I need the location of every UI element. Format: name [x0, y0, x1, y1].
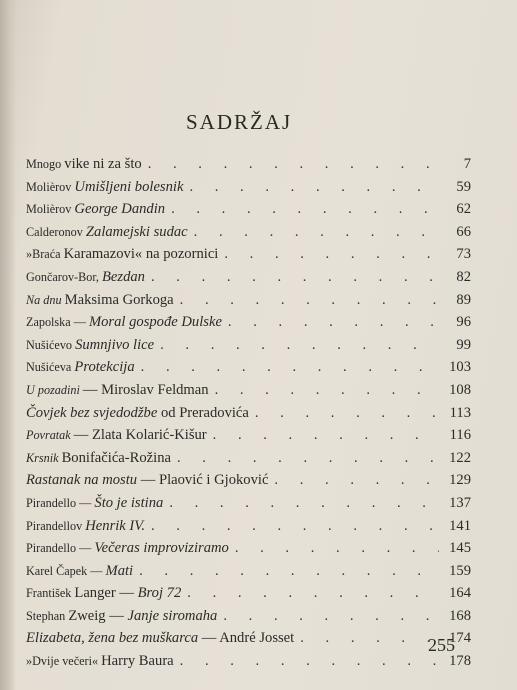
- toc-entry-text: Bonifačića-Rožina: [61, 449, 171, 466]
- toc-entry-text: Čovjek bez svjedodžbe: [26, 404, 161, 421]
- toc-entry-text: Janje siromaha: [127, 607, 218, 624]
- toc-entry-page: 145: [449, 540, 471, 557]
- toc-entry: [26, 359, 471, 382]
- toc-entry: [26, 292, 471, 315]
- toc-entry-text: Na dnu: [26, 292, 65, 307]
- toc-entry: [26, 450, 471, 473]
- toc-entry-page: 129: [449, 472, 471, 489]
- toc-entry-page: 137: [449, 494, 471, 511]
- toc-entry-text: Stephan: [26, 608, 69, 623]
- toc-entry-page: 159: [449, 562, 471, 579]
- toc-entry-title: [26, 292, 174, 309]
- dot-leader: [180, 292, 439, 309]
- toc-entry-page: 96: [456, 314, 471, 331]
- toc-entry: [26, 608, 471, 631]
- toc-entry-text: Rastanak na mostu: [26, 472, 141, 489]
- toc-entry: [26, 563, 471, 586]
- page-title: SADRŽAJ: [186, 110, 293, 134]
- toc-entry: [26, 653, 471, 676]
- dot-leader: [177, 450, 439, 467]
- toc-entry-text: Nušićeva: [26, 360, 75, 375]
- dot-leader: [224, 246, 439, 263]
- toc-entry-title: [26, 427, 207, 444]
- toc-entry-page: 164: [449, 585, 471, 602]
- toc-entry: [26, 314, 471, 337]
- toc-entry-page: 141: [449, 517, 471, 534]
- toc-entry: [26, 405, 471, 428]
- toc-entry-title: [26, 608, 217, 625]
- toc-entry-title: [26, 563, 133, 580]
- toc-entry-page: 82: [456, 268, 471, 285]
- dot-leader: [180, 653, 439, 670]
- toc-entry-text: U pozadini: [26, 382, 83, 397]
- toc-entry-text: František: [26, 586, 75, 601]
- toc-entry-page: 113: [449, 404, 471, 421]
- toc-entry-text: — André Josset: [201, 630, 295, 647]
- toc-entry: [26, 427, 471, 450]
- toc-entry-text: Bezdan: [102, 268, 145, 285]
- toc-entry: [26, 224, 471, 247]
- toc-entry-page: 73: [456, 246, 471, 263]
- dot-leader: [235, 540, 439, 557]
- toc-entry-text: Broj 72: [137, 585, 182, 602]
- toc-entry-text: Mati: [105, 562, 134, 579]
- toc-entry-title: [26, 382, 209, 399]
- toc-entry-page: 178: [449, 653, 471, 670]
- toc-entry-page: 89: [456, 291, 471, 308]
- toc-entry-title: [26, 450, 171, 467]
- toc-entry-title: [26, 269, 145, 286]
- toc-entry-page: 59: [456, 178, 471, 195]
- toc-entry-text: »Braća: [26, 247, 64, 262]
- toc-entry-text: Molièrov: [26, 202, 75, 217]
- toc-entry: [26, 382, 471, 405]
- dot-leader: [223, 608, 439, 625]
- toc-entry: [26, 156, 471, 179]
- toc-entry: [26, 472, 471, 495]
- toc-entry-text: Povratak: [26, 428, 74, 443]
- toc-entry-text: — Zlata Kolarić-Kišur: [73, 427, 207, 444]
- page-number: 255: [428, 635, 455, 655]
- dot-leader: [300, 630, 439, 647]
- toc-entry-text: — Miroslav Feldman: [82, 381, 209, 398]
- toc-entry-title: [26, 246, 218, 263]
- toc-entry-text: Pirandello —: [26, 541, 95, 556]
- toc-entry-page: 108: [449, 381, 471, 398]
- toc-entry-text: — Plaović i Gjoković: [140, 472, 269, 489]
- toc-entry-text: Zweig —: [68, 607, 128, 624]
- toc-entry-page: 7: [463, 156, 471, 172]
- toc-entry-text: George Dandin: [74, 201, 166, 218]
- toc-entry-title: [26, 179, 183, 196]
- toc-entry-title: [26, 653, 174, 670]
- toc-entry-page: 103: [449, 359, 471, 376]
- toc-entry: [26, 201, 471, 224]
- toc-entry-text: Večeras improviziramo: [94, 540, 229, 557]
- toc-entry-page: 66: [456, 223, 471, 240]
- toc-entry: [26, 585, 471, 608]
- toc-entry-title: [26, 630, 294, 647]
- dot-leader: [194, 224, 439, 241]
- toc-entry: [26, 269, 471, 292]
- table-of-contents: [26, 156, 471, 676]
- dot-leader: [189, 179, 439, 196]
- toc-entry-text: Mnogo: [26, 157, 65, 171]
- toc-entry-text: Moral gospođe Dulske: [88, 314, 222, 331]
- toc-entry-title: [26, 224, 188, 241]
- dot-leader: [255, 405, 439, 422]
- toc-entry: [26, 540, 471, 563]
- toc-entry-title: [26, 359, 135, 376]
- toc-entry-text: Što je istina: [94, 494, 164, 511]
- toc-entry: [26, 630, 471, 653]
- toc-entry: [26, 337, 471, 360]
- toc-entry-page: 168: [449, 607, 471, 624]
- dot-leader: [139, 563, 439, 580]
- dot-leader: [187, 585, 439, 602]
- dot-leader: [274, 472, 439, 489]
- toc-entry-page: 122: [449, 449, 471, 466]
- toc-entry-text: Pirandellov: [26, 518, 86, 533]
- toc-entry-text: Harry Baura: [101, 653, 174, 670]
- toc-entry-title: [26, 495, 163, 512]
- toc-entry-title: [26, 201, 165, 218]
- toc-entry-text: Zalamejski sudac: [85, 223, 188, 240]
- toc-entry-title: [26, 585, 181, 602]
- toc-entry-page: 99: [456, 336, 471, 353]
- dot-leader: [228, 314, 439, 331]
- toc-entry-text: Gončarov-Bor,: [26, 269, 102, 284]
- book-spine-shadow: [0, 0, 16, 690]
- toc-entry-page: 174: [449, 630, 471, 647]
- toc-entry-text: vike ni za što: [64, 156, 142, 172]
- toc-entry-text: Krsnik: [26, 450, 62, 465]
- dot-leader: [151, 269, 439, 286]
- toc-entry-text: Pirandello —: [26, 495, 95, 510]
- toc-entry-text: Calderonov: [26, 224, 86, 239]
- toc-entry-text: Langer —: [74, 585, 138, 602]
- toc-entry-text: Molièrov: [26, 179, 75, 194]
- toc-entry-text: Sumnjivo lice: [75, 336, 155, 353]
- toc-entry-text: Nušićevo: [26, 337, 76, 352]
- toc-entry-title: [26, 156, 142, 173]
- dot-leader: [148, 156, 439, 173]
- toc-entry-page: 62: [456, 201, 471, 218]
- toc-entry-text: Karamazovi« na pozornici: [63, 246, 219, 263]
- dot-leader: [151, 518, 439, 535]
- dot-leader: [215, 382, 439, 399]
- toc-entry-title: [26, 405, 249, 422]
- toc-entry-title: [26, 540, 229, 557]
- dot-leader: [213, 427, 439, 444]
- toc-entry-text: Umišljeni bolesnik: [74, 178, 184, 195]
- toc-entry-title: [26, 314, 222, 331]
- toc-entry-text: Protekcija: [74, 359, 135, 376]
- toc-entry-text: od Preradovića: [160, 404, 249, 421]
- dot-leader: [141, 359, 439, 376]
- toc-entry: [26, 179, 471, 202]
- toc-entry-title: [26, 518, 145, 535]
- dot-leader: [160, 337, 439, 354]
- toc-entry-text: Elizabeta, žena bez muškarca: [26, 630, 202, 647]
- toc-entry-page: 116: [449, 427, 471, 444]
- toc-entry-title: [26, 337, 154, 354]
- toc-entry-text: Maksima Gorkoga: [64, 291, 174, 308]
- toc-entry: [26, 246, 471, 269]
- toc-entry-text: Zapolska —: [26, 315, 89, 330]
- toc-entry-title: [26, 472, 268, 489]
- dot-leader: [171, 201, 439, 218]
- toc-entry: [26, 518, 471, 541]
- toc-entry-text: Karel Čapek —: [26, 563, 106, 578]
- dot-leader: [169, 495, 439, 512]
- toc-entry: [26, 495, 471, 518]
- toc-entry-text: »Dvije večeri«: [26, 654, 102, 669]
- toc-entry-text: Henrik IV.: [85, 517, 145, 534]
